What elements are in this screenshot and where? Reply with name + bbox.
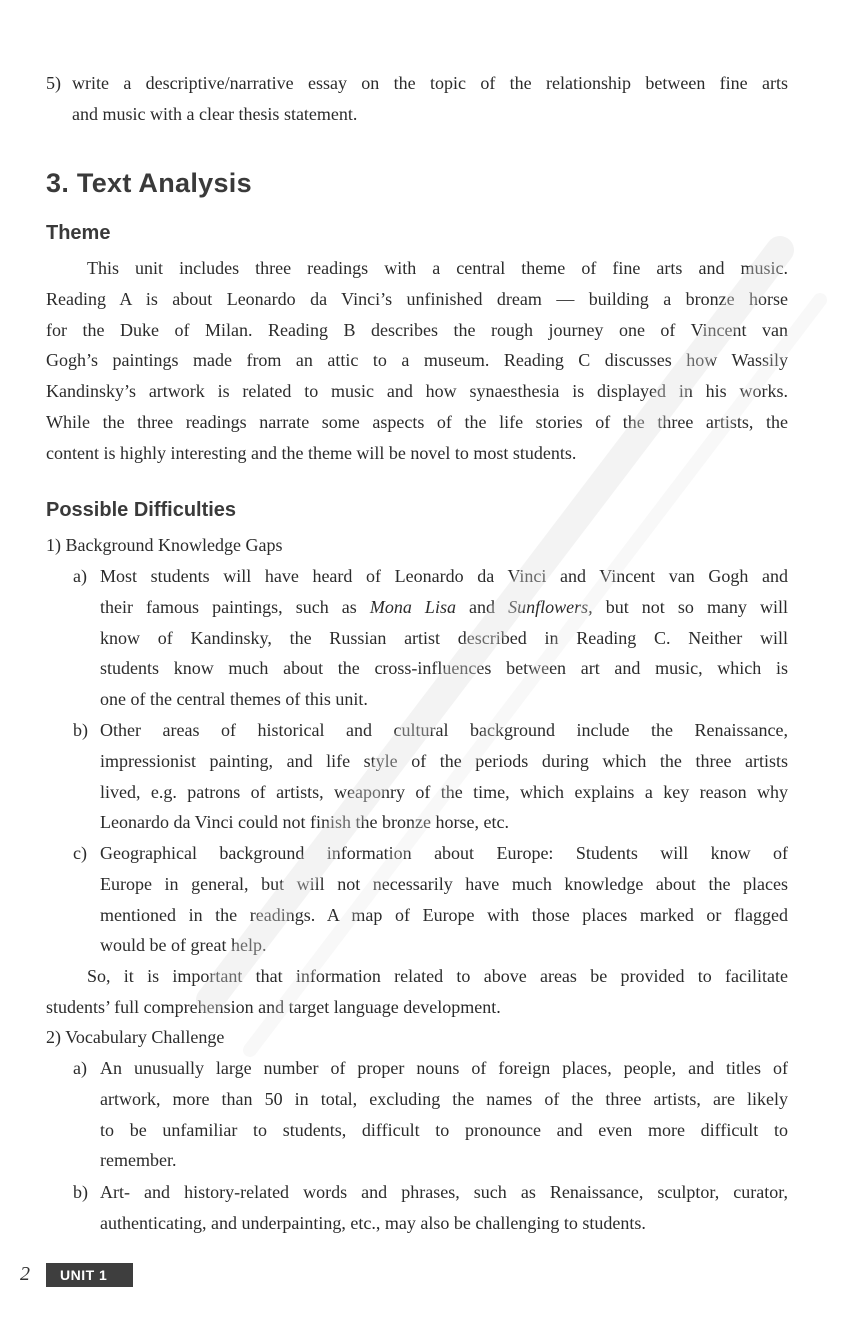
sub-item-1c [73,838,788,961]
sub-item-line: Leonardo da Vinci could not finish the bronze horse, etc. [100,812,509,833]
sub-item-label: c) [73,843,87,863]
sub-item-line: lived, e.g. patrons of artists, weaponry of the time, which explains a key reason why [100,781,788,802]
theme-line: content is highly interesting and the theme will be novel to most students. [46,442,577,463]
theme-paragraph [46,253,788,469]
theme-line: Gogh’s paintings made from an attic to a museum. Reading C discusses how Wassily [46,350,788,371]
objective-line: write a descriptive/narrative essay on the topic of the relationship between fine arts [72,73,788,93]
title-sunflowers: Sunflowers, [508,596,593,617]
sub-item-line: artwork, more than 50 in total, excluding the names of the three artists, are likely [100,1088,788,1109]
sub-item-line: would be of great help. [100,935,267,956]
sub-item-line: Art- and history-related words and phrases, such as Renaissance, sculptor, curator, [100,1182,788,1202]
sub-item-line: An unusually large number of proper nouns of foreign places, people, and titles of [100,1058,788,1078]
sub-item-label: b) [73,1182,88,1202]
objective-number: 5) [46,73,61,93]
sub-item-label: a) [73,566,87,586]
sub-item-1b [73,715,788,838]
sub-item-label: b) [73,720,88,740]
section-title: 3. Text Analysis [46,168,252,198]
sub-item-label: a) [73,1058,87,1078]
difficulty-item-1 [46,530,788,561]
theme-line: Kandinsky’s artwork is related to music and how synaesthesia is displayed in his works. [46,381,788,402]
summary-paragraph [46,961,788,1023]
sub-item-line: know of Kandinsky, the Russian artist described in Reading C. Neither will [100,627,788,648]
theme-line: While the three readings narrate some aspects of the life stories of the three artists, the [46,411,788,432]
item-number: 2) [46,1027,61,1047]
sub-item-line: remember. [100,1150,177,1171]
objective-item-5 [46,68,788,130]
objective-line: and music with a clear thesis statement. [72,103,358,124]
theme-line: This unit includes three readings with a central theme of fine arts and music. [87,258,788,278]
theme-line: for the Duke of Milan. Reading B describes the rough journey one of Vincent van [46,319,788,340]
summary-line: So, it is important that information related to above areas be provided to facilitate [87,966,788,986]
item-label: Background Knowledge Gaps [65,535,283,555]
difficulties-heading: Possible Difficulties [46,499,237,521]
page-number: 2 [20,1263,30,1285]
summary-line: students’ full comprehension and target language development. [46,996,501,1017]
unit-badge: UNIT 1 [46,1263,133,1287]
sub-item-line: Other areas of historical and cultural background include the Renaissance, [100,720,788,740]
sub-item-line: authenticating, and underpainting, etc., may also be challenging to students. [100,1212,646,1233]
sub-item-line: mentioned in the readings. A map of Europe with those places marked or flagged [100,904,788,925]
sub-item-2b [73,1177,788,1239]
sub-item-line: to be unfamiliar to students, difficult to pronounce and even more difficult to [100,1119,788,1140]
item-number: 1) [46,535,61,555]
sub-item-line: Most students will have heard of Leonardo da Vinci and Vincent van Gogh and [100,566,788,586]
sub-item-line: one of the central themes of this unit. [100,689,368,710]
sub-item-line: their famous paintings, such as Mona Lisa and Sunflowers, but not so many will [100,596,789,617]
item-label: Vocabulary Challenge [65,1027,225,1047]
title-mona-lisa: Mona Lisa [369,596,456,617]
theme-line: Reading A is about Leonardo da Vinci’s unfinished dream — building a bronze horse [46,288,788,309]
sub-item-1a [73,561,788,715]
sub-item-line: impressionist painting, and life style of the periods during which the three artists [100,750,788,771]
difficulty-item-2 [46,1022,788,1053]
sub-item-line: Europe in general, but will not necessarily have much knowledge about the places [100,873,788,894]
sub-item-line: students know much about the cross-influences between art and music, which is [100,658,788,679]
theme-heading: Theme [46,222,111,244]
sub-item-line: Geographical background information about Europe: Students will know of [100,843,788,863]
sub-item-2a [73,1053,788,1176]
